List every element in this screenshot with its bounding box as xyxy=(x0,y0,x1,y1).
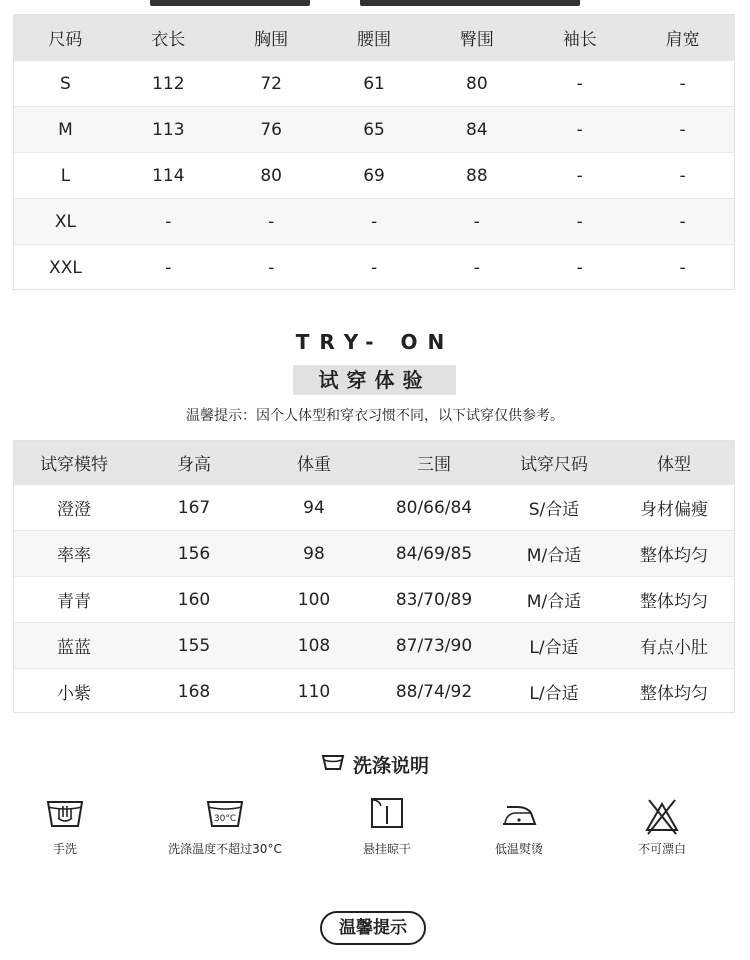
wash-item-30 xyxy=(150,796,300,857)
table-cell: - xyxy=(165,257,172,278)
wash-section-title xyxy=(0,751,750,778)
header-cell: 衣长 xyxy=(151,30,186,50)
table-cell: 80 xyxy=(466,73,488,94)
wash-item-hand xyxy=(0,796,140,857)
table-row xyxy=(14,668,734,714)
table-cell: 100 xyxy=(297,589,331,610)
hand-wash-icon xyxy=(45,796,85,830)
header-cell: 肩宽 xyxy=(665,30,700,50)
table-cell: - xyxy=(576,119,583,140)
wash-item-iron xyxy=(444,796,594,857)
wash-label: 手洗 xyxy=(52,842,77,856)
table-cell: L/合适 xyxy=(529,638,579,658)
iron-low-icon xyxy=(497,796,541,830)
table-cell: 84 xyxy=(466,119,488,140)
wash-30-icon-text: 30°C xyxy=(213,814,237,824)
table-cell: 88 xyxy=(466,165,488,186)
header-cell: 三围 xyxy=(417,455,451,475)
header-cell: 胸围 xyxy=(254,30,289,50)
table-cell: - xyxy=(576,211,583,232)
table-cell: S xyxy=(60,73,71,94)
table-cell: - xyxy=(576,73,583,94)
table-cell: 80/66/84 xyxy=(395,497,473,518)
table-cell: 青青 xyxy=(57,592,91,612)
table-cell: - xyxy=(679,73,686,94)
table-cell: 65 xyxy=(363,119,385,140)
table-cell: 有点小肚 xyxy=(640,638,708,658)
table-cell: S/合适 xyxy=(528,500,580,520)
table-cell: 87/73/90 xyxy=(395,635,473,656)
table-row xyxy=(14,152,734,198)
table-cell: - xyxy=(370,211,378,232)
header-cell: 腰围 xyxy=(357,30,391,50)
header-cell: 臀围 xyxy=(459,30,494,50)
try-on-table xyxy=(13,440,735,713)
header-cell: 体型 xyxy=(657,455,691,475)
table-cell: M/合适 xyxy=(526,592,582,612)
table-cell: 澄澄 xyxy=(57,500,91,520)
table-cell: - xyxy=(473,257,480,278)
table-row xyxy=(14,530,734,576)
table-cell: 整体均匀 xyxy=(640,592,708,612)
table-cell: - xyxy=(679,119,686,140)
try-on-tip: 温馨提示：因个人体型和穿衣习惯不同，以下试穿仅供参考。 xyxy=(186,408,564,424)
table-row xyxy=(14,106,734,152)
warm-tip-badge: 温馨提示 xyxy=(320,911,426,945)
table-cell: 76 xyxy=(260,119,282,140)
table-cell: - xyxy=(576,165,583,186)
table-cell: 155 xyxy=(177,635,211,656)
wash-label: 不可漂白 xyxy=(637,842,686,856)
table-cell: 108 xyxy=(297,635,331,656)
wash-item-hang xyxy=(312,796,462,857)
wash-label: 低温熨烫 xyxy=(494,842,543,856)
table-cell: 率率 xyxy=(57,546,91,566)
table-cell: 98 xyxy=(303,543,325,564)
table-cell: 小紫 xyxy=(57,684,91,704)
table-cell: 84/69/85 xyxy=(395,543,473,564)
table-cell: - xyxy=(576,257,583,278)
clipped-header-strip xyxy=(0,0,750,10)
no-bleach-icon xyxy=(642,796,682,836)
header-cell: 试穿模特 xyxy=(40,455,108,475)
table-cell: M/合适 xyxy=(526,546,582,566)
table-cell: 113 xyxy=(152,119,185,140)
table-cell: 160 xyxy=(177,589,211,610)
table-cell: 168 xyxy=(177,681,211,702)
table-cell: 156 xyxy=(177,543,211,564)
table-cell: 72 xyxy=(260,73,282,94)
header-cell: 身高 xyxy=(177,455,211,475)
header-cell: 体重 xyxy=(297,455,331,475)
table-cell: - xyxy=(268,257,275,278)
size-table xyxy=(13,14,735,290)
table-cell: 112 xyxy=(152,73,185,94)
table-header-row xyxy=(14,441,734,484)
table-header-row xyxy=(14,15,734,60)
wash-label: 悬挂晾干 xyxy=(362,842,411,856)
table-cell: - xyxy=(679,165,686,186)
table-cell: 94 xyxy=(303,497,325,518)
table-cell: XXL xyxy=(49,257,82,278)
table-cell: - xyxy=(165,211,172,232)
header-cell: 袖长 xyxy=(562,30,597,50)
table-cell: 蓝蓝 xyxy=(57,638,91,658)
header-cell: 尺码 xyxy=(48,30,83,50)
table-cell: 69 xyxy=(363,165,385,186)
table-row xyxy=(14,60,734,106)
header-cell: 试穿尺码 xyxy=(520,455,588,475)
table-cell: L/合适 xyxy=(529,684,579,704)
table-row xyxy=(14,622,734,668)
table-cell: 83/70/89 xyxy=(395,589,473,610)
hang-dry-icon xyxy=(367,796,407,830)
table-cell: - xyxy=(370,257,378,278)
table-cell: 80 xyxy=(260,165,282,186)
table-cell: 110 xyxy=(297,681,331,702)
table-cell: 61 xyxy=(363,73,385,94)
table-cell: - xyxy=(679,211,686,232)
wash-title-text: 洗涤说明 xyxy=(352,755,429,777)
basin-icon xyxy=(321,752,345,777)
table-cell: - xyxy=(473,211,480,232)
table-cell: 整体均匀 xyxy=(640,684,708,704)
table-row xyxy=(14,484,734,530)
table-cell: - xyxy=(679,257,686,278)
table-row xyxy=(14,244,734,290)
table-row xyxy=(14,198,734,244)
table-cell: 身材偏瘦 xyxy=(640,500,708,520)
table-cell: 整体均匀 xyxy=(640,546,708,566)
wash-label: 洗涤温度不超过30°C xyxy=(168,842,282,856)
table-cell: 167 xyxy=(177,497,211,518)
table-row xyxy=(14,576,734,622)
wash-item-bleach xyxy=(587,796,737,857)
table-cell: 88/74/92 xyxy=(395,681,473,702)
table-cell: XL xyxy=(54,211,76,232)
try-on-title: TRY- ON xyxy=(295,330,455,354)
table-cell: 114 xyxy=(152,165,185,186)
table-cell: - xyxy=(268,211,275,232)
table-cell: L xyxy=(60,165,71,186)
try-on-subtitle: 试穿体验 xyxy=(293,365,456,395)
wash-30-icon xyxy=(205,796,245,830)
table-cell: M xyxy=(58,119,73,140)
